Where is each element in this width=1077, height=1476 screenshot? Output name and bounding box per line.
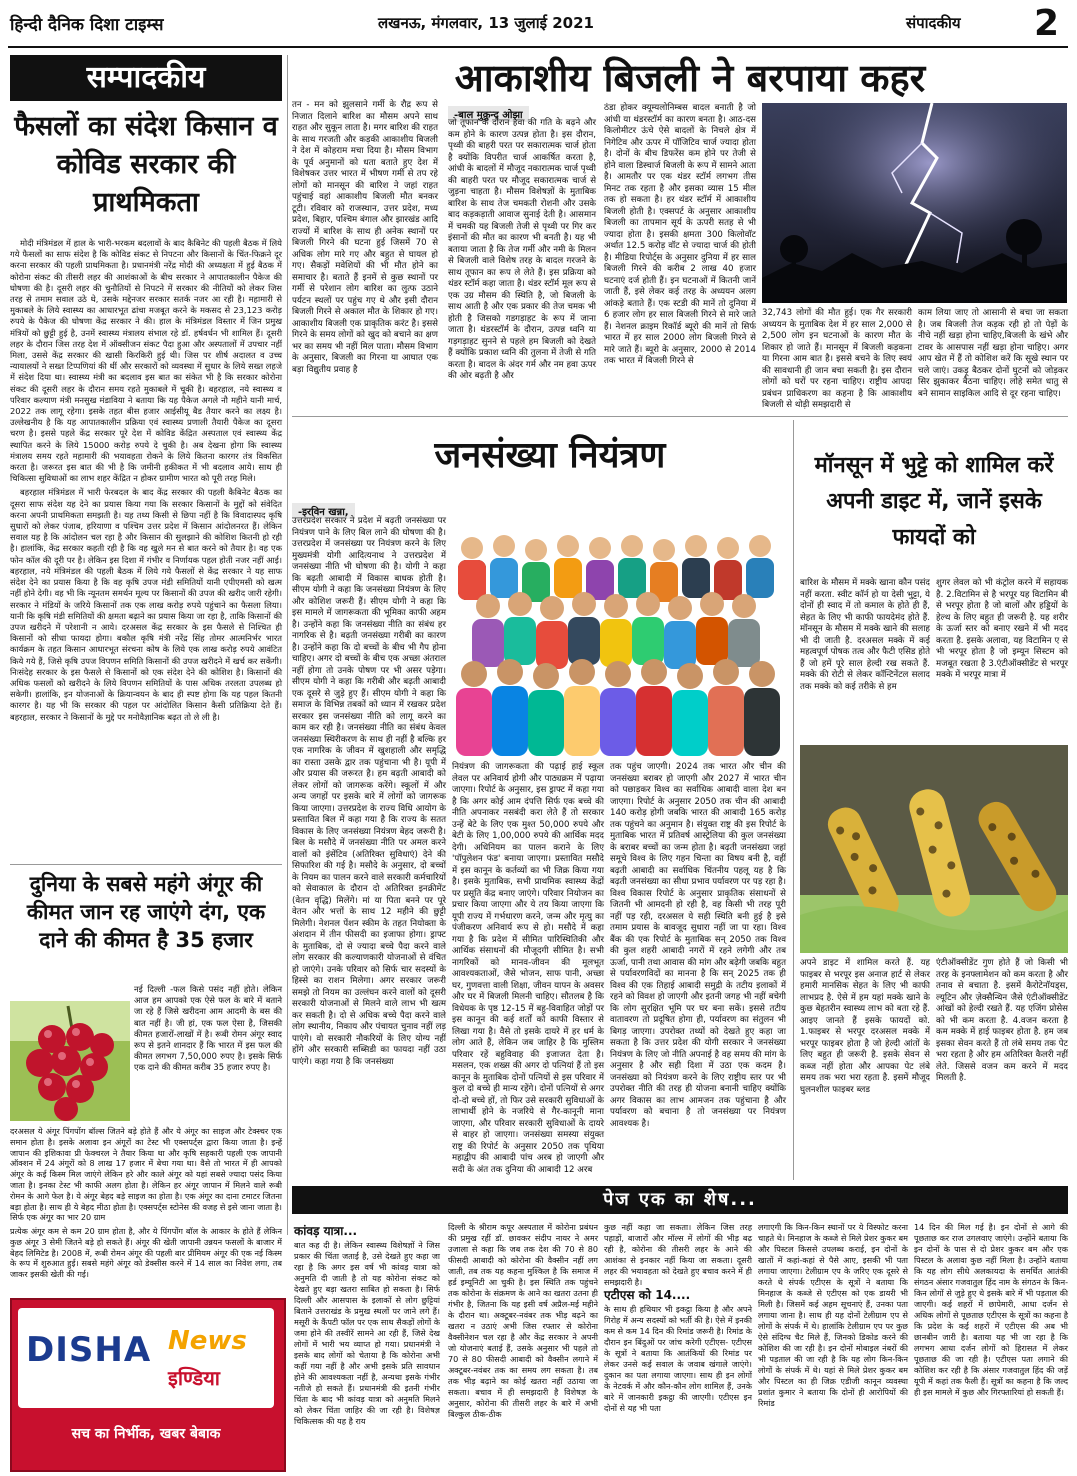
continued-col-5: 14 दिन की मिल गई है। इन दोनों से आगे की पूछताछ कर राज उगलवाए जाएंगे। उन्होंने बताया कि इन दोनों के पास से दो प्रेशर कुकर बम और एक पिस्टल के अलावा कुछ नहीं मिला है। उन्होंने बताया कि यह लोग सीधे अलकायदा के समर्थित आतंकी संगठन अंसार गजवातुल हिंद नाम के संगठन के किन-किन लोगों से जुड़े हुए थे इसके बारे में भी पड़ताल की जाएगी। कई शहरों में छापेमारी, आधा दर्जन से अधिक लोगों से पूछताछ एटीएस के सूत्रों का कहना है कि प्रदेश के कई शहरों में एटीएस की अब भी छानबीन जारी है। बताया यह भी जा रहा है कि लगभग आधा दर्जन लोगों को हिरासत में लेकर पूछताछ की जा रही है। एटीएस पता लगाने की कोशिश कर रही है कि अंसार गजवातुल हिंद की जड़ें यूपी में कहां तक फैली हैं। सूत्रों का कहना है कि जल्द ही इस मामले में कुछ और गिरफ्तारियां हो सकती हैं। (914, 1222, 1068, 1397)
grapes-headline: दुनिया के सबसे महंगे अंगूर की कीमत जान रह जाएंगे दंग, एक दाने की कीमत है 35 हजार (26, 872, 266, 952)
continued-col-3a: कुछ नहीं कहा जा सकता। लेकिन जिस तरह पहाड़ों, बाजारों और मॉल्स में लोगों की भीड़ बढ़ रही है, कोरोना की तीसरी लहर के आने की आशंका से इनकार नहीं किया जा सकता। दूसरी लहर की भयावहता को देखते हुए बचाव करने में ही समझदारी है। (604, 1222, 752, 1287)
continued-col-2: दिल्ली के श्रीराम कपूर अस्पताल में कोरोना प्रबंधन की प्रमुख रहीं डॉ. छावकर संदीप नायर ने अमर उजाला से कहा कि जब तक देश की 70 से 80 फीसदी आबादी को कोरोना की वैक्सीन नहीं लग जाती, तब तक यह कहना मुश्किल है कि समाज में हर्ड इम्यूनिटी आ चुकी है। इस स्थिति तक पहुंचने तक कोरोना के संक्रमण के आने का खतरा उतना ही गंभीर है, जितना कि यह इसी वर्ष अप्रैल-मई महीने के दौरान था। अक्टूबर-नवंबर तक भीड़ बढ़ने का खतरा न उठाएं अभी जिस रफ्तार से कोरोना वैक्सीनेशन चल रहा है और केंद्र सरकार ने अपनी जो योजनाएं बताई हैं, उसके अनुसार भी पहले तो 70 से 80 फीसदी आबादी को वैक्सीन लगाने में अक्टूबर-नवंबर तक का समय लग सकता है। तब तक भीड़ बढ़ाने का कोई खतरा नहीं उठाया जा सकता। बचाव में ही समझदारी है विशेषज्ञ के अनुसार, कोरोना की तीसरी लहर के बारे में अभी बिल्कुल ठीक-ठीक (448, 1222, 598, 1419)
corn-photo (800, 745, 1068, 953)
population-byline-text: -इरविन खन्ना, (292, 503, 355, 519)
continued-col-3b: के साथ ही हथियार भी इकट्ठा किया है और अपने गिरोह में अन्य सदस्यों को भर्ती की है। ऐसे में इनकी कम से कम 14 दिन की रिमांड जरूरी है। रिमांड के दौरान इन बिंदुओं पर जांच करेगी एटीएस- एटीएस के सूत्रों ने बताया कि आतंकियों की रिमांड पर लेकर उनसे कई सवाल के जवाब खंगाले जाएंगे। दुकान का पता लगाया जाएगा। साथ ही इन लोगों के नेटवर्क में और कौन-कौन लोग शामिल हैं, उनके बारे में जानकारी इकट्ठा की जाएगी। एटीएस इन दोनों से यह भी पता (604, 1304, 752, 1413)
crowd-photo (452, 488, 787, 756)
ad-brand-news: News (168, 1326, 247, 1356)
masthead (0, 0, 1077, 48)
population-headline: जनसंख्या नियंत्रण (434, 435, 666, 476)
lightning-col-5: काम लिया जाए तो आसानी से बचा जा सकता है। जब बिजली तेज कड़क रही हो तो पेड़ों के नीचे नहीं खड़ा होना चाहिए,बिजली के खंभे और टावर के आसपास नहीं खड़ा होना चाहिए। अगर आप खेत में हैं तो कोशिश करें कि सूखे स्थान पर चले जाएं। उकड़ू बैठकर दोनों घुटनों को जोड़कर सिर झुकाकर बैठना चाहिए। लोहे समेत धातु से बने सामान साइकिल आदि से दूर रहना चाहिए। (918, 308, 1068, 399)
section-name: संपादकीय (906, 14, 961, 32)
kanwad-title: कांवड़ यात्रा... (294, 1224, 358, 1238)
monsoon-col-3: अपने डाइट में शामिल करते हैं. यह फाइबर से भरपूर इस अनाज हार्ट से लेकर हमारी मानसिक सेहत के लिए भी काफी लाभप्रद है. ऐसे में हम यहां मक्के खाने के कुछ बेहतरीन स्वास्थ्य लाभ को बता रहे हैं. आइए जानते हैं इसके फायदों को. 1.फाइबर से भरपूर दरअसल मक्के में भरपूर फाइबर होता है जो हेल्दी आंतों के लिए बहुत ही जरूरी है. इसके सेवन से कब्ज नहीं होता और आपका पेट लंबे समय तक भरा भरा रहता है. इसमें मौजूद घुलनशील फाइबर ब्लड (800, 958, 930, 1095)
continued-col-4: लगाएगी कि किन-किन स्थानों पर ये विस्फोट करना चाहते थे। मिनहाज के कब्जे से मिले प्रेशर कुकर बम और पिस्टल किससे उपलब्ध कराई, इन दोनों के खातों में कहां-कहां से पैसे आए, इसकी भी पता लगाया जाएगा। टेलीग्राम एप के जरिए एक दूसरे से करते थे संपर्क एटीएस के सूत्रों ने बताया कि मिनहाज के कब्जे से एटीएस को एक डायरी भी मिली है। जिसमें कई अहम सूचनाएं हैं, उनका पता लगाया जाना है। साथ ही यह दोनों टेलीग्राम एप से लोगों के संपर्क में थे। हालांकि टेलीग्राम एप पर कुछ ऐसे संदिग्ध चैट मिले हैं, जिनको डिकोड करने की कोशिश की जा रही है। इन दोनों मोबाइल नंबरों की भी पड़ताल की जा रही है कि यह लोग किन-किन लोगों के संपर्क में थे। यहां से मिले प्रेशर कुकर बम और पिस्टल का ही जिक्र एडीजी कानून व्यवस्था प्रशांत कुमार ने बताया कि दोनों ही आरोपियों की रिमांड (758, 1222, 908, 1408)
grapes-body-text: दरअसल ये अंगूर पिंगपोंग बॉल्स जितने बड़े होते हैं और ये अंगूर का साइज और टेक्स्चर एक समान होता है। इसके अलावा इन अंगूरों का टेस्ट भी एक्सपर्ट्स द्वारा किया जाता है। इन्हें जापान की इशिकावा प्री फेक्चरल ने तैयार किया था और कृषि सहकारी पहली एक जापानी ऑक्शन में 24 अंगूरों को 8 लाख 17 हजार में बेचा गया था। वैसे तो भारत में ही आपको अंगूर के कई किस्म मिल जाएंगे लेकिन हरे और काले अंगूर को यहां सबसे ज्यादा पसंद किया जाता है। इनका टेस्ट भी काफी अलग होता है। लेकिन हर अंगूर जापान में मिलने वाले रूबी रोमन के आगे फेल है। ये अंगूर बेहद बड़े साइज का होता है। एक अंगूर का दाना टमाटर जितना बड़ा होता है। साथ ही ये बेहद मीठा होता है। एक्सपर्ट्स स्टोनेस की वजह से इसे जाना जाता है। सिर्फ एक अंगूर का भार 20 ग्राम (10, 1126, 282, 1223)
left-column-rule (287, 55, 288, 1235)
editorial-divider (10, 864, 282, 865)
lightning-col-2: जो तूफान के दौरान हवा की गति के बढ़ने और कम होने के कारण उत्पन्न होता है। इस दौरान, पृथ्वी की बाहरी परत पर सकारात्मक चार्ज होता है क्योंकि विपरीत चार्ज आकर्षित करता है, आंधी के बादलों में मौजूद नकारात्मक चार्ज पृथ्वी की बाहरी परत पर मौजूद सकारात्मक चार्ज से जुड़ना चाहता है। मौसम विशेषज्ञों के मुताबिक बारिश के साथ तेज चमकती रोशनी और उसके बाद कड़कड़ाती आवाज सुनाई देती है। आसमान में चमकी यह बिजली तेजी से पृथ्वी पर गिर कर इंसानों की मौत का कारण भी बनती है। यह भी बताया जाता है कि तेज गर्मी और नमी के मिलन से बिजली वाले विशेष तरह के बादल गरजने के साथ तूफान का रूप ले लेते हैं। इस प्रक्रिया को थंडर स्टॉर्म कहा जाता है। थंडर स्टॉर्म मूल रूप से एक उग्र मौसम की स्थिति है, जो बिजली के साथ आती है और एक प्रकार की तेज चमक भी होती है जिसको गडगड़ाहट के रूप में जाना जाता है। थंडरस्टॉर्म के दौरान, उत्पन्न ध्वनि या गड़गड़ाहट सुनने से पहले हम बिजली को देखते हैं क्योंकि प्रकाश ध्वनि की तुलना में तेजी से गति करता है। बादल के अंदर गर्म और नम हवा ऊपर की ओर बढ़ती है और (448, 118, 596, 381)
paper-name: हिन्दी दैनिक दिशा टाइम्स (10, 15, 164, 35)
population-col-3: तक पहुंच जाएगी। 2024 तक भारत और चीन की जनसंख्या बराबर हो जाएगी और 2027 में भारत चीन को पछाड़कर विश्व का सर्वाधिक आबादी वाला देश बन जाएगा। रिपोर्ट के अनुसार 2050 तक चीन की आबादी 140 करोड़ होगी जबकि भारत की आबादी 165 करोड़ तक पहुंचने का अनुमान है। संयुक्त राष्ट्र की इस रिपोर्ट के मुताबिक भारत में प्रतिवर्ष आस्ट्रेलिया की कुल जनसंख्या के बराबर बच्चों का जन्म होता है। बढ़ती जनसंख्या जहां समूचे विश्व के लिए गहन चिन्ता का विषय बनी है, वहीं बढ़ती आबादी का सर्वाधिक चिंतनीय पहलू यह है कि बढ़ती जनसंख्या का सीधा प्रभाव पर्यावरण पर पड़ रहा है। विश्व विकास रिपोर्ट के अनुसार प्राकृतिक संसाधनों से जितनी भी आमदनी हो रही है, वह किसी भी तरह पूरी नहीं पड़ रही, दरअसल ये सही स्थिति बनी हुई है इसे तमाम प्रयास के बावजूद सुधारा नहीं जा पा रहा। विश्व बैंक की एक रिपोर्ट के मुताबिक सन् 2050 तक विश्व की कुल शहरी आबादी नगरों में रहने लगेगी और तब ऊर्जा, पानी तथा आवास की मांग और बढ़ेगी जबकि बहुत से पर्यावरणविदों का मानना है कि सन् 2025 तक ही विश्व की एक तिहाई आबादी समुद्री के तटीय इलाकों में रहने को विवश हो जाएगी और इतनी जगह भी नहीं बचेगी कि लोग सुरक्षित भूमि पर घर बना सकें। इससे तटीय वातावरण तो प्रदूषित होगा ही, पर्यावरण का संतुलन भी बिगड़ जाएगा। उपरोक्त तथ्यों को देखते हुए कहा जा सकता है कि उत्तर प्रदेश की योगी सरकार ने जनसंख्या नियंत्रण के लिए जो नीति अपनाई है वह समय की मांग के अनुसार है और सही दिशा में उठा एक कदम है। जनसंख्या को नियंत्रण करने के लिए राष्ट्रीय स्तर पर भी उपरोक्त नीति की तरह ही योजना बनानी चाहिए क्योंकि अगर विकास का लाभ आमजन तक पहुंचाना है और पर्यावरण को बचाना है तो जनसंख्या पर नियंत्रण आवश्यक है। (610, 762, 786, 1129)
disha-news-ad (10, 1298, 286, 1472)
continued-banner (292, 1186, 1068, 1214)
editorial-body (10, 238, 282, 858)
lightning-col-4: 32,743 लोगों की मौत हुई। एक गैर सरकारी अध्ययन के मुताबिक देश में हर साल 2,000 से 2,500 लोग इन घटनाओं के कारण मौत के शिकार हो जाते हैं। मानसून में बिजली कड़कना या गिरना आम बात है। इससे बचने के लिए स्वयं की सावधानी ही जान बचा सकती है। इस दौरान लोगों को घरों पर रहना चाहिए। राष्ट्रीय आपदा प्रबंधन प्राधिकरण का कहना है कि आकाशीय बिजली से थोड़ी समझदारी से (762, 308, 912, 410)
monsoon-col-2: शुगर लेवल को भी कंट्रोल करने में सहायक है. 2.विटामिन से है भरपूर यह विटामिन बी से भरपूर होता है जो बालों और हड्डियों के हेल्थ के लिए बहुत ही जरूरी है. यह शरीर के ऊर्जा स्तर को बनाए रखने में भी मदद करता है. इसके अलावा, यह विटामिन ए से भी भरपूर होता है जो इम्यून सिस्टम को मजबूत रखता है 3.एंटीऑक्सीडेंट से भरपूर मक्के में भरपूर मात्रा में (936, 578, 1068, 680)
ad-slogan: सच का निर्भीक, खबर बेबाक (71, 1426, 221, 1442)
monsoon-headline: मॉनसून में भुट्टे को शामिल करें अपनी डाइट में, जानें इसके फायदों को (814, 453, 1054, 550)
editorial-banner-label: सम्पादकीय (86, 60, 206, 95)
lightning-photo (762, 103, 1067, 303)
continued-banner-label: पेज एक का शेष... (603, 1189, 757, 1210)
dateline: लखनऊ, मंगलवार, 13 जुलाई 2021 (378, 14, 594, 32)
lightning-headline (440, 55, 940, 103)
monsoon-col-1: बारिश के मौसम में मक्के खाना कौन पसंद नहीं करता. स्वीट कॉर्न हो या देसी भुट्टा, ये दोनों ही स्वाद में तो कमाल के होते ही हैं, सेहत के लिए भी काफी फायदेमंद होते हैं. मॉनसून के मौसम में मक्के खाने की सलाह भी दी जाती है. दरअसल मक्के में कई महत्वपूर्ण पोषक तत्व और फैटी एसिड होते हैं जो हमें पूरे साल हेल्दी रख सकते हैं. मक्के की रोटी से लेकर कॉन्टिनेंटल सलाद तक मक्के को कई तरीके से हम (800, 578, 930, 692)
grapes-image (10, 1001, 130, 1121)
kanwad-body: बात कह दी है। लेकिन स्वास्थ्य विशेषज्ञों ने जिस प्रकार की चिंता जताई है, उसे देखते हुए कहा जा रहा है कि अगर इस वर्ष भी कांवड़ यात्रा को अनुमति दी जाती है तो यह कोरोना संकट को देखते हुए बड़ा खतरा साबित हो सकता है। सिर्फ दिल्ली और आसपास के इलाकों से लोग छुट्टियां बिताने उत्तराखंड के प्रमुख स्थलों पर जाने लगे हैं। मसूरी के कैंपटी फॉल पर एक साथ सैकड़ों लोगों के जमा होने की तस्वीरें सामने आ रही हैं, जिसे देख लोगों में भारी भय व्याप्त हो गया। प्रधानमंत्री ने इसके बाद लोगों को चेताया है कि कोरोना अभी कहीं गया नहीं है और अभी इसके प्रति सावधान होने की आवश्यकता नहीं है, अन्यथा इसके गंभीर नतीजे हो सकते हैं। प्रधानमंत्री की इतनी गंभीर चिंता के बाद भी कांवड़ यात्रा को अनुमति मिलने को लेकर चिंता जाहिर की जा रही है। विशेषज्ञ चिकित्सक की यह है राय (294, 1240, 440, 1426)
corn-image (800, 745, 1068, 953)
masthead-rule (8, 46, 1068, 48)
editorial-paragraph-1: मोदी मंत्रिमंडल में हाल के भारी-भरकम बदलावों के बाद कैबिनेट की पहली बैठक में लिये गये फैसलों का साफ संदेश है कि कोविड संकट से निपटना और किसानों के चिंत-फिक्रने दूर करना सरकार की पहली प्राथमिकता है। प्रधानमंत्री नरेंद्र मोदी की अध्यक्षता में हुई बैठक में कोरोना संकट की तीसरी लहर की आशंकाओं के बीच सरकार ने आपातकालीन पैकेज की घोषणा की है। दूसरी लहर की चुनौतियों से निपटने में सरकार की नीतियों को लेकर जिस तरह से तमाम सवाल उठे थे, उसके मद्देनजर सरकार सतर्क नजर आ रही है। महामारी से मुकाबले के लिये स्वास्थ्य का आधारभूत ढांचा मजबूत करने के मकसद से 23,123 करोड़ रुपये के पैकेज की घोषणा केंद्र सरकार ने की। हाल के मंत्रिमंडल विस्तार में जिन प्रमुख मंत्रियों को छुट्टी हुई है, उनमें स्वास्थ्य मंत्रालय संभाल रहे डॉ. हर्षवर्धन भी शामिल हैं। दूसरी लहर के दौरान जिस तरह देश में ऑक्सीजन संकट पैदा हुआ और अस्पतालों में उपचार नहीं मिला, उससे केंद्र सरकार की खासी किरकिरी हुई थी। जिस पर शीर्ष अदालत व उच्च न्यायालयों ने सख्त टिप्पणियां की थीं और सरकारों को व्यवस्था में सुधार के लिये सख्त लहजे में संदेश दिया था। स्वास्थ्य मंत्री का बदलाव इस बात का संकेत भी है कि सरकार कोरोना संकट की दूसरी लहर के दौरान समय रहते मुकाबले में चूकी है। बहरहाल, नये स्वास्थ्य व परिवार कल्याण मंत्री मनसुख मंडाविया ने बताया कि यह पैकेज अगले नौ महीने यानी मार्च, 2022 तक लागू रहेगा। इसके तहत बीस हजार आईसीयू बैड तैयार करने का लक्ष्य है। उल्लेखनीय है कि यह आपातकालीन प्रक्रिया एवं स्वास्थ्य प्रणाली तैयारी पैकेज का दूसरा चरण है। इससे पहले केंद्र सरकार पूरे देश में कोविड केंद्रित अस्पताल एवं स्वास्थ्य केंद्र स्थापित करने के लिये 15000 करोड़ रुपये दे चुकी है। अब देखना होगा कि स्वास्थ्य मंत्रालय समय रहते महामारी की भयावहता रोकने के लिये कितना कारगर तंत्र विकसित करता है। जरूरत इस बात की भी है कि जमीनी हकीकत में भी बदलाव आये। साथ ही चिकित्सा सुविधाओं का लाभ शहर केंद्रित न होकर ग्रामीण भारत को पूरी तरह मिले। (10, 238, 282, 484)
editorial-paragraph-2: बहरहाल मंत्रिमंडल में भारी फेरबदल के बाद केंद्र सरकार की पहली कैबिनेट बैठक का दूसरा साफ संदेश यह देने का प्रयास किया गया कि सरकार किसानों के मुद्दों को संवेदित करना अपनी प्राथमिकता समझती है। यह तथ्य किसी से छिपा नहीं है कि विवादास्पद कृषि सुधारों को लेकर पंजाब, हरियाणा व पश्चिम उत्तर प्रदेश में किसान आंदोलनरत हैं। लेकिन सवाल यह है कि आंदोलन चल रहा है और किसान की सुलझाने की कोशिश कितनी हो रही है। हालांकि, केंद्र सरकार कहती रही है कि वह खुले मन से बात करने को तैयार है। वह एक फोन कॉल की दूरी पर है। लेकिन इस दिशा में गंभीर व निर्णायक पहल होती नजर नहीं आई। बहरहाल, नये मंत्रिमंडल की पहली बैठक में लिये गये फैसलों से केंद्र सरकार ने यह साफ संदेश देने का प्रयास किया है कि वह कृषि उपज मंडी समितियों यानी एपीएमसी को खत्म नहीं होने देगी। वह भी कि न्यूनतम समर्थन मूल्य पर किसानों की उपज की खरीद जारी रहेगी। सरकार ने मंडियों के जरिये किसानों तक एक लाख करोड़ रुपये पहुंचाने का फैसला लिया। यानी कि कृषि मंडी समितियों की क्षमता बढ़ाने का प्रयास किया जा रहा है, ताकि किसानों की उपज खरीदने में परेशानी न आये। दरअसल केंद्र सरकार के इस फैसले से निश्चित ही किसानों को सीधा फायदा होगा। बकौल कृषि मंत्री नरेंद्र सिंह तोमर आत्मनिर्भर भारत कार्यक्रम के तहत किसान आधारभूत संरचना कोष के लिये एक लाख करोड़ रुपये आवंटित किये गये हैं, जिसे कृषि उपज विपणन समिति किसानों की उपज खरीदने में खर्च कर सकेंगी। निःसंदेह सरकार के इस फैसले से किसानों को एक संदेश देने की कोशिश है। किसानों की अधिक फसलों को खरीदने के लिये विपणन समितियों के पास अधिक तरलता उपलब्ध हो सकेगी। हालांकि, इन योजनाओं के क्रियान्वयन के बाद ही स्पष्ट होगा कि यह पहल कितनी कारगर है। यह भी कि सरकार की पहल पर आंदोलित किसान कैसी प्रतिक्रिया देते हैं। बहरहाल, सरकार ने किसानों के मुद्दे पर मनोवैज्ञानिक बढ़त तो ले ली है। (10, 487, 282, 722)
ad-brand: DISHA (26, 1330, 152, 1370)
lightning-byline-text: -बाल मुकुन्द ओझा (448, 106, 529, 122)
lightning-col-1: तन - मन को झुलसाने गर्मी के रौद्र रूप से निजात दिलाने बारिश का मौसम अपने साथ राहत और सुकून लाता है। मगर बारिश की राहत के साथ गरजती और कड़की आकाशीय बिजली ने देश में कोहराम मचा दिया है। मौसम विभाग के पूर्व अनुमानों को धता बताते हुए देश में विशेषकर उत्तर भारत में भीषण गर्मी से तप रहे लोगों को मानसून की बारिश ने जहां राहत पहुंचाई वहां आकाशीय बिजली मौत बनकर टूटी। रविवार को राजस्थान, उत्तर प्रदेश, मध्य प्रदेश, बिहार, पश्चिम बंगाल और झारखंड आदि राज्यों में बारिश के साथ ही अनेक स्थानों पर बिजली गिरने की घटना हुई जिसमें 70 से अधिक लोग मारे गए और बहुत से घायल हो गए। सैकड़ों मवेशियों की भी मौत होने का समाचार है। बताते हैं इनमें से कुछ स्थानों पर गर्मी से परेशान लोग बारिश का लुत्फ उठाने पर्यटन स्थलों पर पहुंच गए थे और इसी दौरान बिजली गिरने से अकाल मौत के शिकार हो गए। आकाशीय बिजली एक प्राकृतिक करंट है। इससे गिरने के समय लोगों को खुद को बचाने का क्षण भर का समय भी नहीं मिल पाता। मौसम विभाग के अनुसार, बिजली का गिरना या आघात एक बड़ा विद्युतीय प्रवाह है (292, 100, 438, 375)
lightning-col-3: ठंडा होकर क्यूम्यलोनिम्बस बादल बनाती है जो आंधी या थंडरस्टॉर्म का कारण बनता है। आठ-दस किलोमीटर ऊंचे ऐसे बादलों के निचले क्षेत्र में निगेटिव और ऊपर में पॉजिटिव चार्ज ज्यादा होता है। दोनों के बीच डिफरेंस कम होने पर तेजी से होने वाला डिस्चार्ज बिजली के रूप में सामने आता है। आमतौर पर एक थंडर स्टॉर्म लगभग तीस मिनट तक रहता है और इसका व्यास 15 मील तक हो सकता है। हर थंडर स्टॉर्म में आकाशीय बिजली होती है। एक्सपर्ट के अनुसार आकाशीय बिजली का तापमान सूर्य के ऊपरी सतह से भी ज्यादा होता है। इसकी क्षमता 300 किलोवॉट अर्थात 12.5 करोड़ वॉट से ज्यादा चार्ज की होती है। मीडिया रिपोर्ट्स के अनुसार दुनिया में हर साल बिजली गिरने की करीब 2 लाख 40 हजार घटनाएं दर्ज होती हैं। इन घटनाओं में कितनी जानें जाती हैं, इसे लेकर कई तरह के अध्ययन अलग आंकड़े बताते हैं। एक स्टडी की मानें तो दुनिया में 6 हजार लोग हर साल बिजली गिरने से मारे जाते हैं। नेशनल क्राइम रिकॉर्ड ब्यूरो की मानें तो सिर्फ भारत में हर साल 2000 लोग बिजली गिरने से मारे जाते हैं। ब्यूरो के अनुसार, 2000 से 2014 तक भारत में बिजली गिरने से (604, 103, 756, 366)
lightning-headline-text: आकाशीय बिजली ने बरपाया कहर (454, 56, 926, 100)
grapes-body-2: प्रत्येक अंगूर कम से कम 20 ग्राम होता है, और ये पिंगपोंग बॉल के आकार के होते हैं लेकिन कुछ अंगूर 3 सेमी जितने बड़े हो सकते हैं। अंगूर की खेती जापानी उन्नयन फसलों के बाजार में बेहद लिमिटेड है। 2008 में, रूबी रोमन अंगूर की पहली बार प्रीमियम अंगूर की एक नई किस्म के रूप में शुरुआत हुई। सबसे महंगे अंगूर को डेक्सीस करने में 14 साल का निवेश लगा, तब जाकर इसकी खेती की गई। (10, 1226, 282, 1280)
ats-title: एटीएस को 14.... (604, 1288, 691, 1302)
lightning-image (762, 103, 1067, 303)
monsoon-col-4: एंटीऑक्सीडेंट गुण होते हैं जो किसी भी तरह के इनफ्लामेशन को कम करता है और तनाव से बचाता है. इसमें कैरोटेनॉयड्स, ल्यूटिन और ज़ेक्सैन्थिन जैसे एंटीऑक्सीडेंट आंखों को हेल्दी रखते हैं. यह एजिंग प्रोसेस को भी कम करता है. 4.वजन करता है कम मक्के में हाई फाइबर होता है. हम जब इसका सेवन करते हैं तो लंबे समय तक पेट भरा रहता है और हम अतिरिक्त कैलरी नहीं लेते. जिससे वजन कम करने में मदद मिलती है. (936, 958, 1068, 1083)
editorial-headline: फैसलों का संदेश किसान व कोविड सरकार की प्राथमिकता (14, 111, 278, 218)
editorial-banner (10, 55, 282, 101)
population-col-1: उत्तरप्रदेश सरकार ने प्रदेश में बढ़ती जनसंख्या पर नियंत्रण पाने के लिए बिल लाने की घोषणा की है। उत्तरप्रदेश में जनसंख्या पर नियंत्रण करने के लिए मुख्यमंत्री योगी आदित्यनाथ ने उत्तरप्रदेश में जनसंख्या नीति भी घोषणा की है। योगी ने कहा कि बढ़ती आबादी में विकास बाधक होती है। सीएम योगी ने कहा कि जनसंख्या नियंत्रण के लिए और कोशिश जरूरी हैं। सीएम योगी ने कहा कि इस मामले में जागरूकता की भूमिका काफी अहम है। उन्होंने कहा कि जनसंख्या नीति का संबंध हर नागरिक से है। बढ़ती जनसंख्या गरीबी का कारण है। उन्होंने कहा कि दो बच्चों के बीच भी गैप होना चाहिए। अगर दो बच्चों के बीच एक अच्छा अंतराल नहीं होगा तो उनके पोषण पर भी असर पड़ेगा। सीएम योगी ने कहा कि गरीबी और बढ़ती आबादी एक दूसरे से जुड़े हुए हैं। सीएम योगी ने कहा कि समाज के विभिन्न तबकों को ध्यान में रखकर प्रदेश सरकार इस जनसंख्या नीति को लागू करने का काम कर रही है। जनसंख्या नीति का संबंध केवल जनसंख्या स्थिरीकरण के साथ ही नहीं है बल्कि हर एक नागरिक के जीवन में खुशहाली और समृद्धि का रास्ता उसके द्वार तक पहुंचाना भी है। यूपी में और प्रयास की जरूरत है। हम बढ़ती आबादी को लेकर लोगों को जागरूक करेंगे। स्कूलों में और अन्य जगहों पर इसके बारे में लोगों को जागरूक किया जाएगा। उत्तरप्रदेश के राज्य विधि आयोग के प्रस्तावित बिल में कहा गया है कि राज्य के सतत विकास के लिए जनसंख्या नियंत्रण बेहद जरूरी है। बिल के मसौदे में जनसंख्या नीति पर अमल करने वालों को इंसेंटिव (अतिरिक्त सुविधाएं) देने की सिफारिश की गई है। मसौदे के अनुसार, दो बच्चों के नियम का पालन करने वाले सरकारी कर्मचारियों को सेवाकाल के दौरान दो अतिरिक्त इनक्रीमेंट (वेतन वृद्धि) मिलेंगे। मां या पिता बनने पर पूरे वेतन और भत्तों के साथ 12 महीने की छुट्टी मिलेगी। नेशनल पेंशन स्कीम के तहत नियोक्ता के अंशदान में तीन फीसदी का इजाफा होगा। ड्राफ्ट के मुताबिक, दो से ज्यादा बच्चे पैदा करने वाले लोग सरकार की कल्याणकारी योजनाओं से वंचित हो जाएंगे। उनके परिवार को सिर्फ चार सदस्यों के हिस्से का राशन मिलेगा। अगर सरकार जरूरी समझे तो नियम का उल्लंघन करने वालों को दूसरी सरकारी योजनाओं से मिलने वाले लाभ भी खत्म कर सकती है। दो से अधिक बच्चे पैदा करने वाले लोग स्थानीय, निकाय और पंचायत चुनाव नहीं लड़ पाएंगे। वो सरकारी नौकरियों के लिए योग्य नहीं होंगे और सरकारी सब्सिडी का फायदा नहीं उठा पाएंगे। कहा गया है कि जनसंख्या (292, 516, 446, 1067)
lightning-bottom-rule (292, 416, 1068, 417)
population-monsoon-rule (793, 420, 794, 1180)
grapes-body (10, 1126, 282, 1224)
population-col-2: नियंत्रण की जागरूकता की पढ़ाई हाई स्कूल लेवल पर अनिवार्य होगी और पाठ्यक्रम में पढ़ाया जाएगा। रिपोर्ट के अनुसार, इस ड्राफ्ट में कहा गया है कि अगर कोई आम दंपत्ति सिर्फ एक बच्चे की नीति अपनाकर नसबंदी करा लेते हैं तो सरकार उन्हें बेटे के लिए एक मुश्त 50,000 रुपये और बेटी के लिए 1,00,000 रुपये की आर्थिक मदद देगी। अधिनियम का पालन कराने के लिए 'पॉपुलेशन फंड' बनाया जाएगा। प्रस्तावित मसौदे में इस कानून के कर्तव्यों का भी जिक्र किया गया है। इसके मुताबिक, सभी प्राथमिक स्वास्थ्य केंद्रों पर प्रसूति केंद्र बनाए जाएंगे। परिवार नियोजन का प्रचार किया जाएगा और ये तय किया जाएगा कि यूपी राज्य में गर्भधारण करने, जन्म और मृत्यु का पंजीकरण अनिवार्य रूप से हो। मसौदे में कहा गया है कि प्रदेश में सीमित पारिस्थितिकी और आर्थिक संसाधनों की मौजूदगी सीमित है। सभी नागरिकों को मानव-जीवन की मूलभूत आवश्यकताओं, जैसे भोजन, साफ पानी, अच्छा घर, गुणवत्ता वाली शिक्षा, जीवन यापन के अवसर और घर में बिजली मिलनी चाहिए। सौतलब है कि विधेयक के पृष्ठ 12-15 में बहु-विवाहित जोड़ों पर इस कानून की कई शर्तों को काफी विस्तार से लिखा गया है। वैसे तो इसके दायरे में हर धर्म के लोग आते हैं, लेकिन जब जाहिर है कि मुस्लिम परिवार रहें बहुविवाह की इजाजत देता है। मसलन, एक शख्स की अगर दो पत्नियां हैं तो इस कानून के मुताबिक दोनों पत्नियों से इस परिवार में कुल दो बच्चे ही मान्य रहेंगे। दोनों पत्नियों से अगर दो-दो बच्चे हों, तो फिर उसे सरकारी सुविधाओं के लाभार्थी होने के नजरिये से गैर-कानूनी माना जाएगा, और परिवार सरकारी सुविधाओं के दायरे से बाहर हो जाएगा। जनसंख्या समस्या संयुक्त राष्ट्र की रिपोर्ट के अनुसार 2050 तक पृथिया महाद्वीप की आबादी पांच अरब हो जाएगी और सदी के अंत तक दुनिया की आबादी 12 अरब (452, 762, 604, 1175)
ad-inner (18, 1308, 274, 1408)
page-number: 2 (1034, 3, 1060, 44)
grapes-lead: नई दिल्ली -फल किसे पसंद नहीं होते। लेकिन आज हम आपको एक ऐसे फल के बारे में बताने जा रहे हैं जिसे खरीदना आम आदमी के बस की बात नहीं है। जी हां, एक फल ऐसा है, जिसकी कीमत हजारों-लाखों में है। रूबी रोमन अंगूर स्वाद रूप से इतने शानदार हैं कि भारत में इस फल की कीमत लगभग 7,50,000 रुपए है। इसके सिर्फ एक दाने की कीमत करीब 35 हजार रुपए है। (134, 984, 282, 1073)
crowd-illustration (452, 488, 787, 756)
ad-tagline: इण्डिया (168, 1366, 220, 1390)
grapes-photo (10, 1001, 130, 1121)
